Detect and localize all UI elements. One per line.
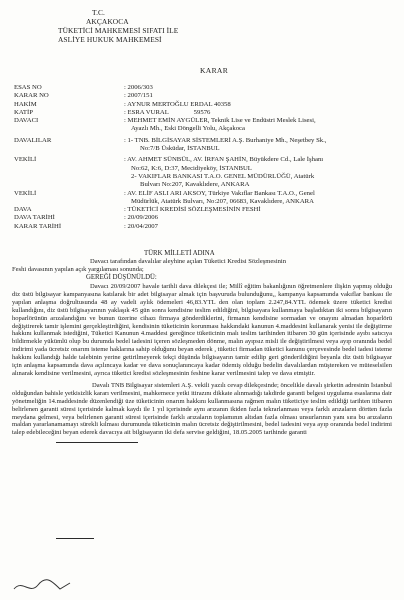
esas-row bbox=[14, 84, 398, 92]
signature-scribble bbox=[12, 575, 72, 597]
karar-tarihi-label: KARAR TARİHİ bbox=[14, 222, 62, 230]
esas-value: : 2006/303 bbox=[124, 84, 153, 91]
davaci-line-1: : MEHMET EMİN AYGÜLER, Teknik Lise ve Endüstri Meslek Lisesi, bbox=[124, 117, 316, 125]
davalilar-row bbox=[14, 137, 398, 154]
vekili-2-row bbox=[14, 190, 398, 207]
vekili-1-row bbox=[14, 156, 398, 189]
vekili-1-line-2: No:62, K:6, D:37, Mecidiyeköy, İSTANBUL bbox=[131, 164, 252, 172]
main-text bbox=[12, 283, 392, 437]
vekili-2-label: VEKİLİ bbox=[14, 189, 37, 197]
strikethrough-mark bbox=[56, 538, 94, 539]
davaci-label: DAVACI bbox=[14, 117, 39, 125]
document-type-title: KARAR bbox=[200, 66, 229, 75]
dava-row bbox=[14, 206, 398, 214]
dava-label: DAVA bbox=[14, 206, 32, 214]
dava-tarihi-row bbox=[14, 214, 398, 222]
intro-line-1: Davacı tarafından davalılar aleyhine açılan Tüketici Kredisi Sözleşmesinin bbox=[90, 258, 287, 265]
katip-row bbox=[14, 109, 398, 117]
intro-paragraph bbox=[12, 258, 392, 274]
hakim-value: : AYNUR MERTOĞLU ERDAL 40358 bbox=[124, 100, 231, 108]
city-heading: AKÇAKOCA bbox=[86, 17, 129, 26]
vekili-2-line-1: : AV. ELİF ASLI ARI AKSOY, Türkiye Vakıflar Bankası T.A.O., Genel bbox=[124, 189, 315, 197]
davali-2-line-1: 2- VAKIFLAR BANKASI T.A.O. GENEL MÜDÜRLÜĞÜ, Atatürk bbox=[131, 172, 315, 180]
intro-line-2: Feshi davasının yapılan açık yargılaması sonunda; bbox=[12, 265, 144, 273]
vekili-2-line-2: Müdürlük, Atatürk Bulvarı, No:207, 06683, Kavaklıdere, ANKARA bbox=[131, 197, 314, 205]
court-heading-2: ASLİYE HUKUK MAHKEMESİ bbox=[58, 35, 162, 44]
nation-heading: TÜRK MİLLETİ ADINA bbox=[144, 250, 215, 257]
karar-row bbox=[14, 92, 398, 100]
vekili-1-label: VEKİLİ bbox=[14, 156, 37, 164]
dava-tarihi-value: : 20/09/2006 bbox=[124, 214, 158, 222]
tc-heading: T.C. bbox=[92, 8, 105, 17]
strikethrough-mark bbox=[56, 442, 138, 443]
hakim-label: HAKİM bbox=[14, 100, 37, 108]
gerekce-heading: GEREĞİ DÜŞÜNÜLDÜ: bbox=[86, 274, 157, 281]
davalilar-line-1: : 1- TNB. BİLGİSAYAR SİSTEMLERİ A.Ş. Burhaniye Mh., Neşetbey Sk., bbox=[124, 136, 327, 144]
katip-value: : ESRA VURAL 59576 bbox=[124, 108, 211, 116]
karar-value: : 2007/151 bbox=[124, 92, 153, 100]
davalilar-label: DAVALILAR bbox=[14, 136, 52, 144]
court-heading-1: TÜKETİCİ MAHKEMESİ SIFATI İLE bbox=[58, 26, 179, 35]
dava-value: : TÜKETİCİ KREDİSİ SÖZLEŞMESİNİN FESHİ bbox=[124, 206, 261, 214]
vekili-1-line-1: : AV. AHMET SÜNBÜL, AV. İRFAN ŞAHİN, Büyükdere Cd., Lale İşhanı bbox=[124, 156, 324, 164]
defendant-paragraph: Davalı TNB Bilgisayar sistemleri A.Ş. vekili yazılı cevap dilekçesinde; öncelikle davalı şirketin adresinin İstanbul olduğundan bahisle yetkisizlik kararı verilmesini, mahkemece yetki itirazını dikkate alınmadığı takdirde garanti belgesi uygulama esaslarına dair yönetmeliğin 14.maddesinde düzenlendiği üze tüketicinin onarım hakkını kullanmasına rağmen malın tüketiciye teslim edildiği tarihten itibaren belirlenen garanti süresi içerisinde kalmak kaydı ile 1 yıl içerisinde aynı arızanın ikiden fazla tekrarlanması veya farklı arızaların dörtten fazla meydana gelmesi, veya belirlenen garanti süresi içerisinde farklı arızaların toplamının altıdan fazla olması unsurlarının yanı sıra bu arızaların maldan yararlanamamayı sürekli kılması durumunda tüketicinin malın ücretsiz değiştirilmesini, bedel iadesini veya ayıp oranında bedel indirimi talep edebileceğini beyan ederek davacıya ait bilgisayarın iki defa servise geldiğini, 18.05.2005 tarihinde garanti bbox=[12, 381, 392, 437]
karar-label: KARAR NO bbox=[14, 92, 49, 100]
katip-label: KATİP bbox=[14, 108, 33, 116]
case-info-block bbox=[14, 84, 398, 231]
esas-label: ESAS NO bbox=[14, 84, 42, 91]
karar-tarihi-row bbox=[14, 223, 398, 231]
plaintiff-paragraph: Davacı 20/09/2007 havale tarihli dava dilekçesi ile; Millî eğitim bakanlığının öğretmenlere ilişkin yapmış olduğu diz üstü bilgisayar kampanyasına katılarak bir adet bilgisayar almak için başvuruda bulunduğunu,, kampanya kapsamında vakıflar bankası ile yapılan anlaşma doğrultusunda 48 ay vadeli aylık ödemeleri 46,83.YTL den olan toplam 2.247,84.YTL ödemek üzere tüketici kredisi kullandığını, diz üstü bilgisayarının yaklaşık 45 gün sonra kendisine teslim edildiğini, bilgisayara kullanmaya başladıktan iki sonra bilgisayarın hoparlörünün arızalandığını ve bunun üzerine cihazı firmaya gönderdiklerini, firmanın kendisine sormadan ve onayını almadan hoparlörü değiştirerek tamir işlemini gerçekleştirdiğini, kendisinin tüketicinin korunması hakkındaki kanunun 4.maddesini kullanarak yenisi ile değiştirme hakkını kullanmak istediğini, Tüketici Kanunun 4.maddesi gereğince tüketicinin malı teslim tarihinden itibaren 30 gün içerisinde ayıbı satıcıya bildirmekle yükümlü olup bu durumda bedel iadesini içeren sözleşmeden dönme, malın ayıpsız misli ile değiştirilmesi veya ayıp oranında bedel indirimi yada ücretsiz onarım isteme haklarına sahip olduğunu beyan ederek , tüketici firmadan tüketici kanunu çerçevesinde bedel iadesi isteme hakkını kullandığı halde talebinin yerine getirilmeyerek tekçi düşünda bilgisayarın tamir edilip geri gönderildiğini beyanla diz üstü bilgisayar için anlaşma kapsamında dava açılıncaya kadar ve dava sonuçlanıncaya kadar ödemiş olduğu bedelin davalılardan müştereken ve müteselsilen alınarak kendisine verilmesini, ayrıca tüketici kredisi sözleşmesinin feshine karar verilmesini talep ve dava etmiştir. bbox=[12, 283, 392, 377]
karar-tarihi-value: : 20/04/2007 bbox=[124, 222, 158, 230]
davalilar-line-2: No:7/B Üsküdar, İSTANBUL bbox=[140, 145, 220, 153]
davaci-row bbox=[14, 117, 398, 134]
dava-tarihi-label: DAVA TARİHİ bbox=[14, 214, 55, 222]
hakim-row bbox=[14, 101, 398, 109]
davaci-line-2: Ayazlı Mh., Eski Döngelli Yolu, Akçakoca bbox=[131, 125, 245, 133]
davali-2-line-2: Bulvarı No:207, Kavaklıdere, ANKARA bbox=[140, 181, 250, 189]
